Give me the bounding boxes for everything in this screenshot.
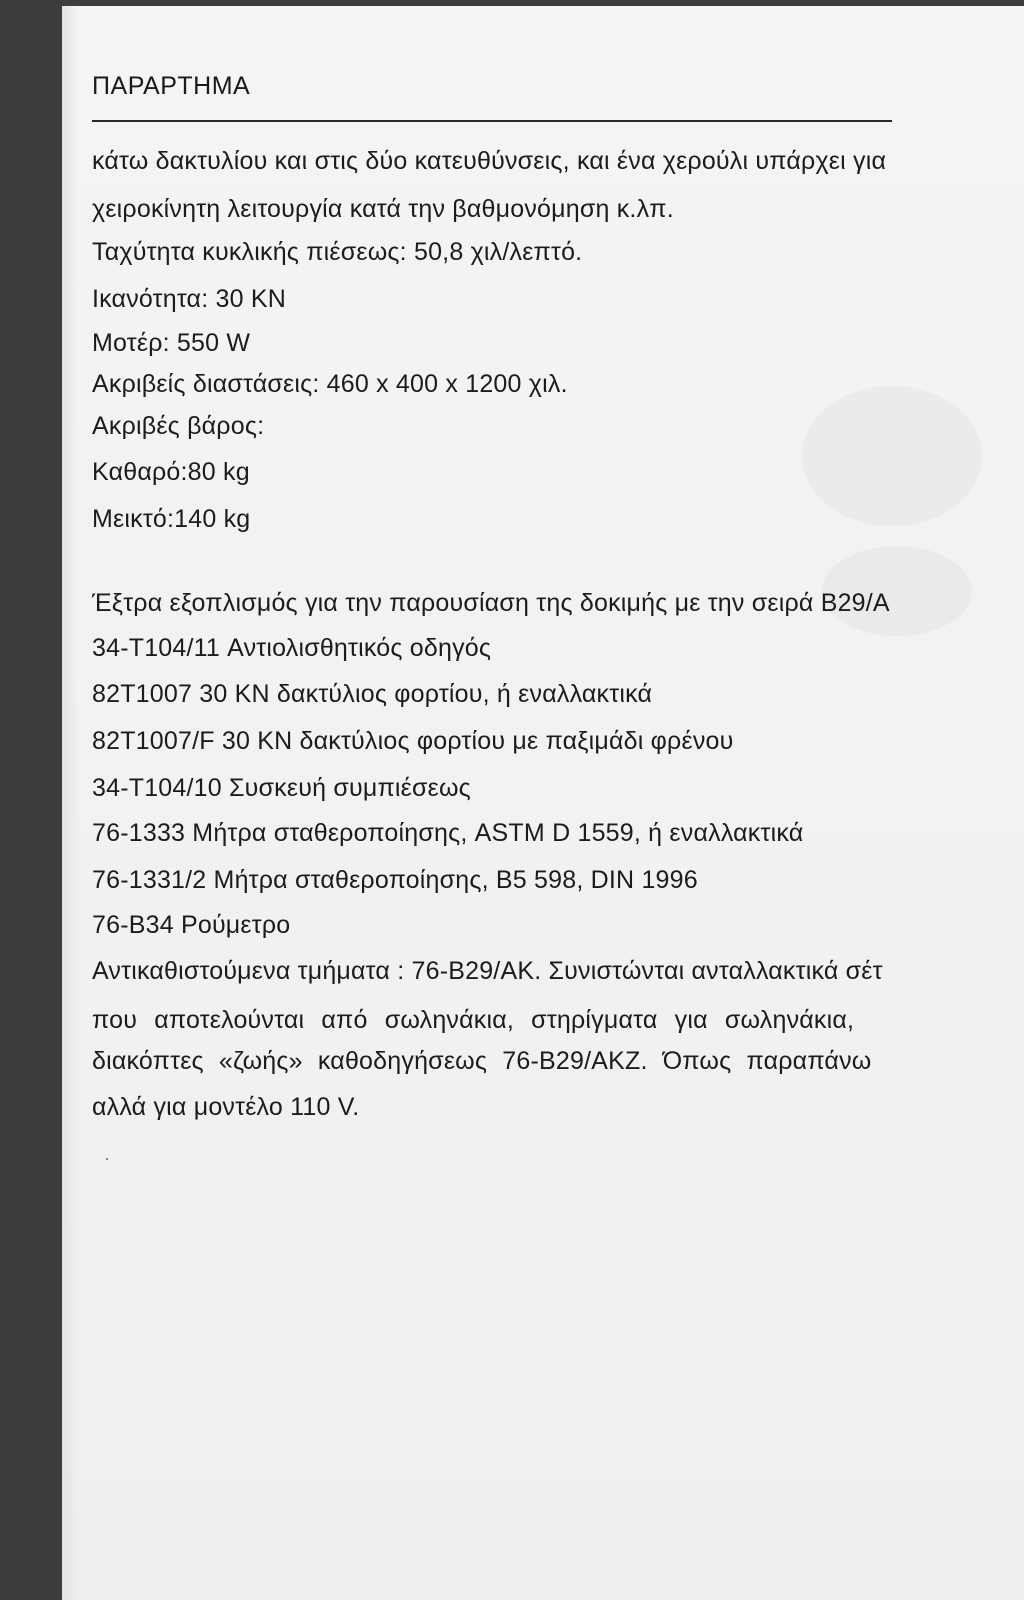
body-line: που αποτελούνται από σωληνάκια, στηρίγματα για σωληνάκια, xyxy=(92,1006,855,1034)
body-line: 34-T104/11 Αντιολισθητικός οδηγός xyxy=(92,634,492,662)
body-line: Έξτρα εξοπλισμός για την παρουσίαση της δοκιμής με την σειρά B29/A xyxy=(92,589,890,617)
body-line: αλλά για μοντέλο 110 V. xyxy=(92,1093,360,1121)
body-line: Ικανότητα: 30 KN xyxy=(92,285,286,313)
header-divider xyxy=(92,120,892,122)
scan-speck xyxy=(106,1158,108,1160)
body-line: χειροκίνητη λειτουργία κατά την βαθμονόμηση κ.λπ. xyxy=(92,195,674,223)
body-line: Ακριβείς διαστάσεις: 460 x 400 x 1200 χιλ. xyxy=(92,370,568,398)
body-line: 82T1007/F 30 KN δακτύλιος φορτίου με παξιμάδι φρένου xyxy=(92,727,734,755)
body-line: Καθαρό:80 kg xyxy=(92,458,250,486)
body-line: Αντικαθιστούμενα τμήματα : 76-B29/AK. Συνιστώνται ανταλλακτικά σέτ xyxy=(92,957,883,985)
document-page xyxy=(62,6,1024,1600)
body-line: κάτω δακτυλίου και στις δύο κατευθύνσεις, και ένα χερούλι υπάρχει για xyxy=(92,147,887,175)
body-line: Μεικτό:140 kg xyxy=(92,505,251,533)
body-line: 34-T104/10 Συσκευή συμπιέσεως xyxy=(92,774,471,802)
body-line: 76-B34 Ρούμετρο xyxy=(92,911,291,939)
body-line: 76-1331/2 Μήτρα σταθεροποίησης, B5 598, DIN 1996 xyxy=(92,866,698,894)
body-line: Μοτέρ: 550 W xyxy=(92,329,251,357)
page-header: ΠΑΡΑΡΤΗΜΑ xyxy=(92,72,251,100)
body-line: 82T1007 30 KN δακτύλιος φορτίου, ή εναλλακτικά xyxy=(92,680,653,708)
body-line: Ακριβές βάρος: xyxy=(92,412,265,440)
body-line: 76-1333 Μήτρα σταθεροποίησης, ASTM D 1559, ή εναλλακτικά xyxy=(92,819,804,847)
body-line: διακόπτες «ζωής» καθοδηγήσεως 76-B29/AKZ. Όπως παραπάνω xyxy=(92,1047,872,1075)
body-line: Ταχύτητα κυκλικής πιέσεως: 50,8 χιλ/λεπτό. xyxy=(92,238,583,266)
page-shadow-edge xyxy=(62,6,78,1600)
show-through-blot xyxy=(802,386,982,526)
